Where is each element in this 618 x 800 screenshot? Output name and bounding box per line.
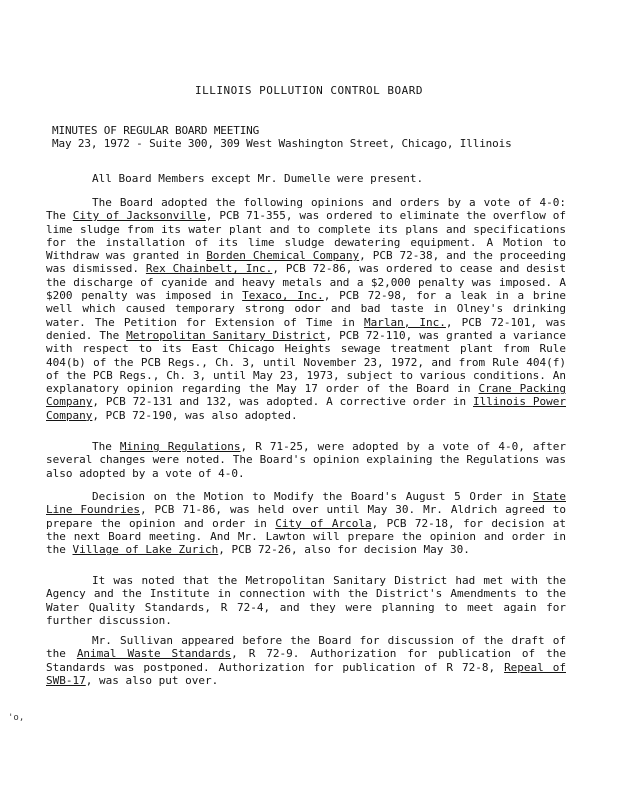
text: , R 71-25, were adopted by a vote of 4-0, after several changes were noted. The Board's opinion explaining the Regulations was also adopted by a vote of 4-0. [46,440,566,480]
case-name: City of Arcola [275,516,372,530]
case-name: State Line Foundries [46,490,566,517]
text: , PCB 72-110, was granted a variance with respect to its East Chicago Heights sewage treatment plant from Rule 404(b) of the PCB Regs., Ch. 3, until November 23, 1972, and from Rule 404(f) of the PCB Regs., Ch. 3, until May 23, 1973, subject to various conditions. An explanatory opinion regarding the May 17 order of the Board in [46,328,566,396]
motions-paragraph [46,490,566,556]
case-name: Mining Regulations [119,440,241,453]
board-title: ILLINOIS POLLUTION CONTROL BOARD [195,84,423,97]
case-name: Village of Lake Zurich [72,543,219,557]
opinions-paragraph [46,196,566,422]
text: , PCB 72-26, also for decision May 30. [218,543,470,557]
margin-mark: 'o, [8,713,25,723]
text: , PCB 72-18, for decision at the next Board meeting. And Mr. Lawton will prepare the opinion and order in the [46,516,567,557]
text: , R 72-9. Authorization for publication of the Standards was postponed. Authorization for publication of R 72-8, [46,647,566,674]
case-name: Borden Chemical Company [206,249,360,263]
text: Decision on the Motion to Modify the Board's August 5 Order in [92,490,533,503]
mining-regulations-paragraph [46,440,566,480]
text: The Board adopted the following opinions and orders by a vote of 4-0: The [46,196,566,223]
attendance-text: All Board Members except Mr. Dumelle were present. [92,172,424,185]
attendance-paragraph [46,172,566,185]
text: , PCB 71-86, was held over until May 30. Mr. Aldrich agreed to prepare the opinion and order in [46,503,566,530]
case-name: Marlan, Inc. [363,315,446,329]
text: It was noted that the Metropolitan Sanitary District had met with the Agency and the Institute in connection with the District's Amendments to the Water Quality Standards, R 72-4, and they were planning to meet again for further discussion. [46,574,566,627]
case-name: Metropolitan Sanitary District [126,328,326,342]
case-name: Illinois Power Company [46,395,566,422]
msd-paragraph [46,574,566,627]
text: , PCB 72-98, for a leak in a brine well which caused temporary strong odor and bad taste in Olney's drinking water. The Petition for Extension of Time in [46,289,566,329]
text: , PCB 72-190, was also adopted. [92,408,298,422]
case-name: Rex Chainbelt, Inc. [145,262,273,276]
text: , PCB 72-38, and the proceeding was dismissed. [46,249,566,276]
meeting-date-location: May 23, 1972 - Suite 300, 309 West Washington Street, Chicago, Illinois [52,137,512,150]
text: , PCB 72-131 and 132, was adopted. A corrective order in [92,395,473,409]
case-name: Crane Packing Company [46,382,566,409]
case-name: Animal Waste Standards [76,647,232,661]
minutes-heading: MINUTES OF REGULAR BOARD MEETING [52,124,260,137]
case-name: City of Jacksonville [72,209,206,223]
text: , PCB 72-86, was ordered to cease and desist the discharge of cyanide and heavy metals and a $2,000 penalty was imposed. A $200 penalty was imposed in [46,262,566,303]
case-name: Texaco, Inc. [242,289,324,303]
text: The [92,440,120,453]
text: , was also put over. [85,673,219,687]
text: , PCB 71-355, was ordered to eliminate the overflow of lime sludge from its water plant and to complete its plans and specifications for the installation of its lime sludge dewatering equipment. A Motion to Withdraw was granted in [46,209,566,263]
text: , PCB 72-101, was denied. The [46,315,566,342]
text: Mr. Sullivan appeared before the Board for discussion of the draft of the [46,634,566,661]
case-name: Repeal of SWB-17 [46,660,566,687]
animal-waste-paragraph [46,634,566,687]
